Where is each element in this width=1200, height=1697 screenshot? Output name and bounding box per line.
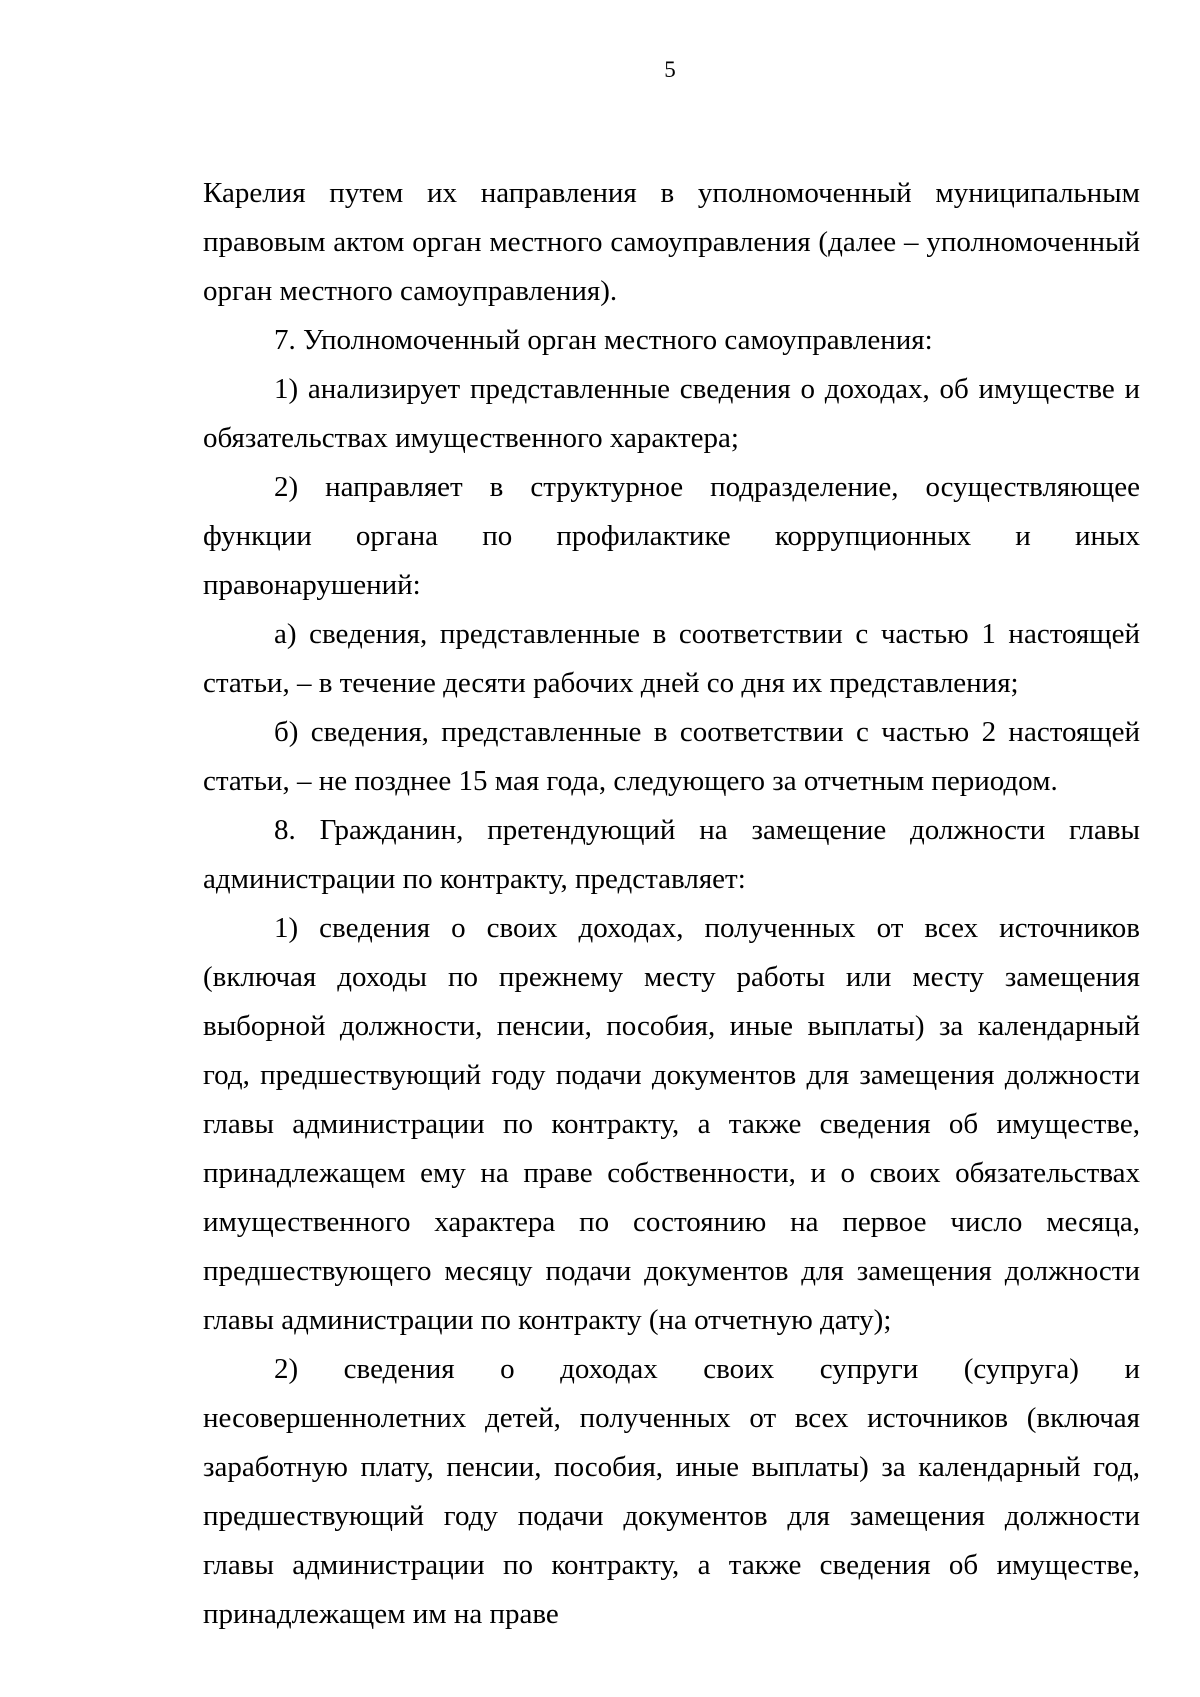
paragraph-8-1: 1) сведения о своих доходах, полученных от всех источников (включая доходы по прежнему месту работы или месту замещения выборной должности, пенсии, пособия, иные выплаты) за календарный год, предшествующий году подачи документов для замещения должности главы администрации по контракту, а также сведения об имуществе, принадлежащем ему на праве собственности, и о своих обязательствах имущественного характера по состоянию на первое число месяца, предшествующего месяцу подачи документов для замещения должности главы администрации по контракту (на отчетную дату); <box>203 912 1140 1336</box>
paragraph-7-2: 2) направляет в структурное подразделение, осуществляющее функции органа по профилактике коррупционных и иных правонарушений: <box>203 471 1140 601</box>
page-number: 5 <box>664 57 676 82</box>
document-body <box>203 169 1140 1639</box>
paragraph-8-2: 2) сведения о доходах своих супруги (супруга) и несовершеннолетних детей, полученных от всех источников (включая заработную плату, пенсии, пособия, иные выплаты) за календарный год, предшествующий году подачи документов для замещения должности главы администрации по контракту, а также сведения об имуществе, принадлежащем им на праве <box>203 1353 1140 1630</box>
paragraph-item-8: 8. Гражданин, претендующий на замещение должности главы администрации по контракту, представляет: <box>203 814 1140 895</box>
paragraph-7-1: 1) анализирует представленные сведения о доходах, об имуществе и обязательствах имущественного характера; <box>203 373 1140 454</box>
paragraph-7-2-a: а) сведения, представленные в соответствии с частью 1 настоящей статьи, – в течение десяти рабочих дней со дня их представления; <box>203 618 1140 699</box>
paragraph-7-2-b: б) сведения, представленные в соответствии с частью 2 настоящей статьи, – не позднее 15 мая года, следующего за отчетным периодом. <box>203 716 1140 797</box>
paragraph-continuation: Карелия путем их направления в уполномоченный муниципальным правовым актом орган местного самоуправления (далее – уполномоченный орган местного самоуправления). <box>203 177 1140 307</box>
paragraph-item-7: 7. Уполномоченный орган местного самоуправления: <box>274 324 933 356</box>
